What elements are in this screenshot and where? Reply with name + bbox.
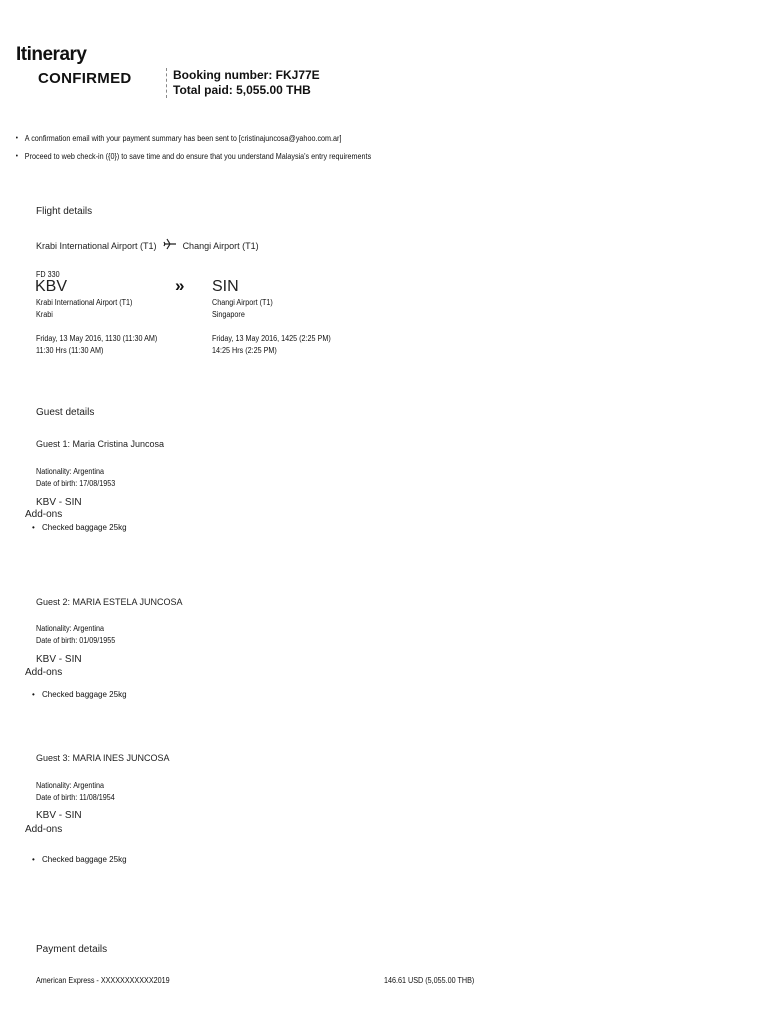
origin-date: Friday, 13 May 2016, 1130 (11:30 AM) xyxy=(36,334,158,343)
guest-segment: KBV - SIN xyxy=(36,654,82,665)
origin-datetime xyxy=(36,333,157,357)
total-paid: Total paid: 5,055.00 THB xyxy=(173,83,311,97)
origin-city: Krabi xyxy=(36,310,53,319)
route-from: Krabi International Airport (T1) xyxy=(36,240,157,251)
destination-date: Friday, 13 May 2016, 1425 (2:25 PM) xyxy=(212,334,331,343)
page-title: Itinerary xyxy=(16,44,87,65)
origin-code: KBV xyxy=(35,278,68,295)
origin-airport xyxy=(36,297,132,321)
origin-airport-name: Krabi International Airport (T1) xyxy=(36,298,133,307)
booking-summary xyxy=(166,68,320,98)
booking-number: Booking number: FKJ77E xyxy=(173,68,320,82)
guest-details-heading: Guest details xyxy=(36,407,95,418)
guest-dob: Date of birth: 11/08/1954 xyxy=(36,793,115,802)
direction-arrow: » xyxy=(175,276,185,295)
destination-code: SIN xyxy=(212,278,239,295)
guest-info xyxy=(36,466,115,490)
guest-name: Guest 2: MARIA ESTELA JUNCOSA xyxy=(36,597,183,607)
guest-info xyxy=(36,780,115,804)
origin-time: 11:30 Hrs (11:30 AM) xyxy=(36,346,104,355)
guest-segment: KBV - SIN xyxy=(36,810,82,821)
addons-label: Add-ons xyxy=(25,824,63,835)
flight-number: FD 330 xyxy=(36,270,60,279)
guest-info xyxy=(36,623,115,647)
status-label: CONFIRMED xyxy=(38,70,132,87)
airplane-icon xyxy=(163,238,177,253)
destination-datetime xyxy=(212,333,331,357)
guest-segment: KBV - SIN xyxy=(36,497,82,508)
destination-airport xyxy=(212,297,273,321)
destination-airport-name: Changi Airport (T1) xyxy=(212,298,273,307)
guest-nationality: Nationality: Argentina xyxy=(36,781,105,790)
guest-dob: Date of birth: 17/08/1953 xyxy=(36,479,116,488)
baggage-item: • Checked baggage 25kg xyxy=(32,523,768,532)
payment-method: American Express - XXXXXXXXXXX2019 xyxy=(36,976,170,985)
guest-name: Guest 1: Maria Cristina Juncosa xyxy=(36,439,165,449)
route-to: Changi Airport (T1) xyxy=(182,240,259,251)
payment-amount: 146.61 USD (5,055.00 THB) xyxy=(384,976,475,985)
guest-nationality: Nationality: Argentina xyxy=(36,624,105,633)
flight-details-heading: Flight details xyxy=(36,206,93,217)
baggage-item: • Checked baggage 25kg xyxy=(32,855,768,864)
addons-label: Add-ons xyxy=(25,509,63,520)
note-item: • Proceed to web check-in ({0}) to save time and do ensure that you understand Malaysia's entry requirements xyxy=(14,151,371,169)
flight-route xyxy=(36,238,259,253)
destination-time: 14:25 Hrs (2:25 PM) xyxy=(212,346,277,355)
guest-nationality: Nationality: Argentina xyxy=(36,467,105,476)
note-item: • A confirmation email with your payment summary has been sent to [cristinajuncosa@yahoo.com.ar] xyxy=(14,133,371,151)
payment-details-heading: Payment details xyxy=(36,944,108,955)
addons-label: Add-ons xyxy=(25,667,63,678)
destination-city: Singapore xyxy=(212,310,245,319)
guest-dob: Date of birth: 01/09/1955 xyxy=(36,636,116,645)
baggage-item: • Checked baggage 25kg xyxy=(32,690,768,699)
notes-list xyxy=(14,133,371,169)
guest-name: Guest 3: MARIA INES JUNCOSA xyxy=(36,753,170,763)
